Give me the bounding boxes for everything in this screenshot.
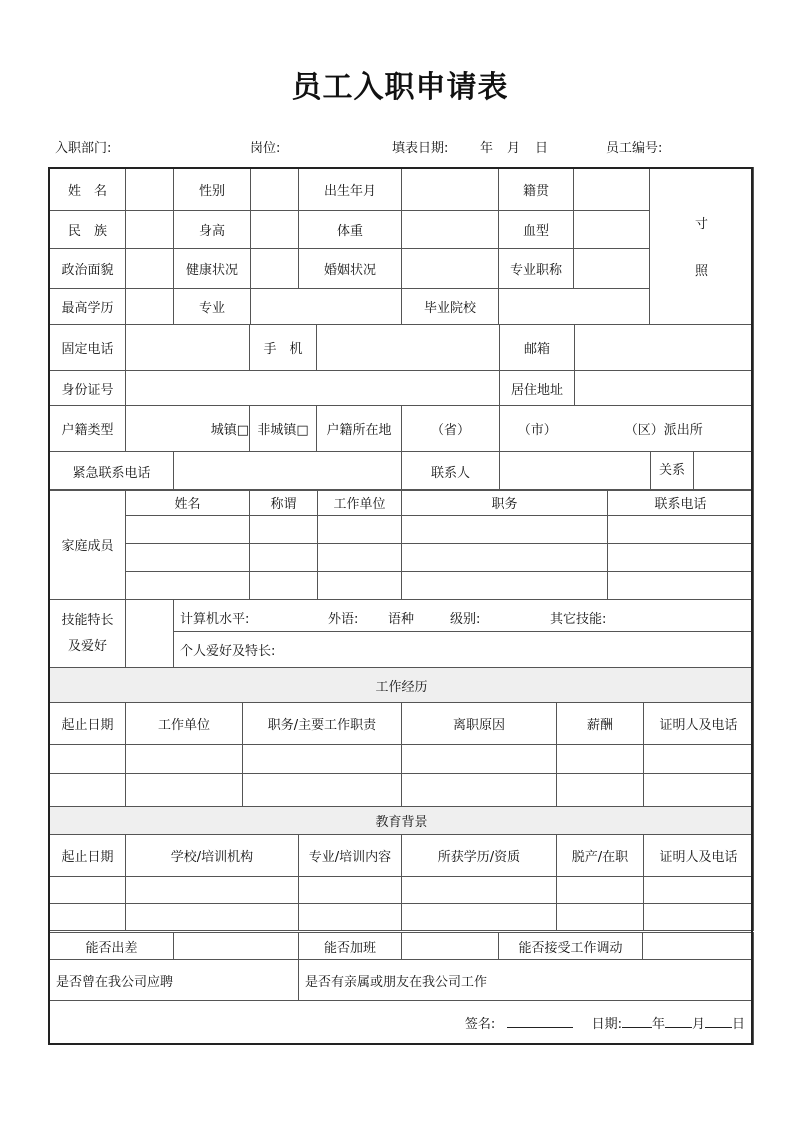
edu-label: 最高学历 bbox=[50, 289, 126, 325]
native-label: 籍贯 bbox=[499, 168, 574, 211]
edu-cell[interactable] bbox=[557, 904, 644, 931]
edu-header-major: 专业/培训内容 bbox=[299, 835, 402, 877]
emergency-field[interactable] bbox=[174, 452, 402, 491]
work-cell[interactable] bbox=[243, 745, 402, 774]
school-field[interactable] bbox=[499, 289, 650, 325]
family-cell[interactable] bbox=[318, 572, 402, 600]
skills-label-line2: 及爱好 bbox=[67, 638, 107, 654]
district-field[interactable]: （区）派出所 bbox=[575, 406, 754, 452]
skills-blank bbox=[126, 600, 174, 668]
ethnic-field[interactable] bbox=[126, 211, 174, 249]
applied-before-label: 是否曾在我公司应聘 bbox=[56, 974, 174, 990]
work-cell[interactable] bbox=[126, 745, 243, 774]
transfer-field[interactable] bbox=[643, 933, 754, 960]
overtime-field[interactable] bbox=[402, 933, 499, 960]
blood-label: 血型 bbox=[499, 211, 574, 249]
name-label: 姓 名 bbox=[50, 168, 126, 211]
phone-label: 固定电话 bbox=[50, 325, 126, 371]
fill-date-label: 填表日期: bbox=[392, 141, 449, 156]
sign-year-field[interactable] bbox=[622, 1015, 652, 1028]
family-cell[interactable] bbox=[402, 544, 608, 572]
family-cell[interactable] bbox=[608, 544, 754, 572]
applied-before-field[interactable] bbox=[50, 960, 299, 1001]
work-header-dates: 起止日期 bbox=[50, 703, 126, 745]
family-table bbox=[49, 489, 754, 600]
edu-cell[interactable] bbox=[644, 877, 754, 904]
address-field[interactable] bbox=[575, 371, 754, 406]
id-field[interactable] bbox=[126, 371, 500, 406]
edu-cell[interactable] bbox=[299, 904, 402, 931]
edu-cell[interactable] bbox=[557, 877, 644, 904]
edu-header-dates: 起止日期 bbox=[50, 835, 126, 877]
work-cell[interactable] bbox=[644, 774, 754, 807]
family-header-position: 职务 bbox=[402, 490, 608, 516]
major-field[interactable] bbox=[251, 289, 402, 325]
contact-table bbox=[49, 324, 754, 491]
photo-label-2: 照 bbox=[694, 264, 708, 279]
family-header-name: 姓名 bbox=[126, 490, 250, 516]
family-header-phone: 联系电话 bbox=[608, 490, 754, 516]
relatives-label: 是否有亲属或朋友在我公司工作 bbox=[305, 974, 488, 990]
birth-field[interactable] bbox=[402, 168, 499, 211]
level-label: 级别: bbox=[450, 612, 481, 627]
marital-field[interactable] bbox=[402, 249, 499, 289]
travel-field[interactable] bbox=[174, 933, 299, 960]
family-cell[interactable] bbox=[126, 572, 250, 600]
family-label: 家庭成员 bbox=[50, 490, 126, 600]
urban-checkbox[interactable]: 城镇□ bbox=[126, 406, 250, 452]
work-cell[interactable] bbox=[557, 745, 644, 774]
work-cell[interactable] bbox=[402, 774, 557, 807]
skills-table bbox=[49, 599, 754, 668]
contact-field[interactable] bbox=[500, 452, 651, 491]
overtime-label: 能否加班 bbox=[299, 933, 402, 960]
family-cell[interactable] bbox=[402, 516, 608, 544]
year-label: 年 bbox=[480, 141, 494, 156]
sign-label: 签名: bbox=[464, 1017, 496, 1032]
hukou-label: 户籍类型 bbox=[50, 406, 126, 452]
work-header-employer: 工作单位 bbox=[126, 703, 243, 745]
skills-row[interactable] bbox=[174, 600, 754, 632]
edu-header-school: 学校/培训机构 bbox=[126, 835, 299, 877]
major-label: 专业 bbox=[174, 289, 251, 325]
language-label: 语种 bbox=[388, 612, 415, 627]
edu-cell[interactable] bbox=[402, 904, 557, 931]
native-field[interactable] bbox=[574, 168, 650, 211]
footer-table bbox=[49, 932, 754, 1045]
weight-field[interactable] bbox=[402, 211, 499, 249]
family-cell[interactable] bbox=[250, 544, 318, 572]
edu-cell[interactable] bbox=[299, 877, 402, 904]
basic-info-table bbox=[49, 167, 754, 325]
travel-label: 能否出差 bbox=[50, 933, 174, 960]
work-header-reference: 证明人及电话 bbox=[644, 703, 754, 745]
photo-label-1: 寸 bbox=[694, 217, 708, 232]
work-table bbox=[49, 667, 754, 807]
table-row bbox=[50, 572, 754, 600]
politics-label: 政治面貌 bbox=[50, 249, 126, 289]
health-field[interactable] bbox=[251, 249, 299, 289]
relation-cell[interactable] bbox=[651, 452, 754, 491]
emergency-label: 紧急联系电话 bbox=[50, 452, 174, 491]
rural-checkbox[interactable]: 非城镇□ bbox=[250, 406, 317, 452]
photo-box[interactable] bbox=[650, 168, 754, 325]
other-skills-label: 其它技能: bbox=[550, 612, 607, 627]
computer-level-label: 计算机水平: bbox=[180, 612, 250, 627]
table-row bbox=[50, 544, 754, 572]
phone-field[interactable] bbox=[126, 325, 250, 371]
foreign-lang-label: 外语: bbox=[328, 612, 359, 627]
edu-header-degree: 所获学历/资质 bbox=[402, 835, 557, 877]
transfer-label: 能否接受工作调动 bbox=[499, 933, 643, 960]
work-cell[interactable] bbox=[402, 745, 557, 774]
work-section-title: 工作经历 bbox=[50, 668, 754, 703]
province-field[interactable]: （省） bbox=[402, 406, 500, 452]
family-cell[interactable] bbox=[318, 516, 402, 544]
hukou-location-label: 户籍所在地 bbox=[317, 406, 402, 452]
skills-label-line1: 技能特长 bbox=[61, 612, 114, 628]
day-label: 日 bbox=[535, 141, 549, 156]
city-field[interactable]: （市） bbox=[500, 406, 575, 452]
edu-cell[interactable] bbox=[644, 904, 754, 931]
family-cell[interactable] bbox=[250, 516, 318, 544]
edu-cell[interactable] bbox=[126, 877, 299, 904]
table-row bbox=[50, 516, 754, 544]
employee-no-label: 员工编号: bbox=[606, 141, 663, 156]
edu-cell[interactable] bbox=[50, 904, 126, 931]
name-field[interactable] bbox=[126, 168, 174, 211]
family-cell[interactable] bbox=[250, 572, 318, 600]
health-label: 健康状况 bbox=[174, 249, 251, 289]
marital-label: 婚姻状况 bbox=[299, 249, 402, 289]
height-label: 身高 bbox=[174, 211, 251, 249]
contact-label: 联系人 bbox=[402, 452, 500, 491]
work-header-duties: 职务/主要工作职责 bbox=[243, 703, 402, 745]
skills-label bbox=[50, 600, 126, 668]
family-cell[interactable] bbox=[126, 544, 250, 572]
politics-field[interactable] bbox=[126, 249, 174, 289]
work-header-reason: 离职原因 bbox=[402, 703, 557, 745]
edu-header-reference: 证明人及电话 bbox=[644, 835, 754, 877]
sign-year-label: 年 bbox=[651, 1017, 665, 1032]
family-cell[interactable] bbox=[608, 516, 754, 544]
table-row bbox=[50, 745, 754, 774]
title-field[interactable] bbox=[574, 249, 650, 289]
birth-label: 出生年月 bbox=[299, 168, 402, 211]
form-title: 员工入职申请表 bbox=[291, 70, 509, 105]
gender-field[interactable] bbox=[251, 168, 299, 211]
sign-day-field[interactable] bbox=[705, 1015, 732, 1028]
date-label: 日期: bbox=[591, 1017, 622, 1032]
table-row bbox=[50, 774, 754, 807]
relatives-field[interactable] bbox=[299, 960, 754, 1001]
title-label: 专业职称 bbox=[499, 249, 574, 289]
table-row bbox=[50, 904, 754, 931]
id-label: 身份证号 bbox=[50, 371, 126, 406]
email-field[interactable] bbox=[575, 325, 754, 371]
address-label: 居住地址 bbox=[500, 371, 575, 406]
relation-label: 关系 bbox=[651, 452, 694, 490]
sign-month-label: 月 bbox=[691, 1017, 705, 1032]
work-cell[interactable] bbox=[557, 774, 644, 807]
education-section-title: 教育背景 bbox=[50, 807, 754, 835]
edu-cell[interactable] bbox=[126, 904, 299, 931]
email-label: 邮箱 bbox=[500, 325, 575, 371]
weight-label: 体重 bbox=[299, 211, 402, 249]
work-header-salary: 薪酬 bbox=[557, 703, 644, 745]
family-cell[interactable] bbox=[402, 572, 608, 600]
work-cell[interactable] bbox=[50, 774, 126, 807]
mobile-label: 手 机 bbox=[250, 325, 317, 371]
hobby-field[interactable] bbox=[174, 632, 754, 668]
work-cell[interactable] bbox=[50, 745, 126, 774]
sign-field[interactable] bbox=[507, 1015, 573, 1028]
ethnic-label: 民 族 bbox=[50, 211, 126, 249]
edu-header-mode: 脱产/在职 bbox=[557, 835, 644, 877]
school-label: 毕业院校 bbox=[402, 289, 499, 325]
family-header-employer: 工作单位 bbox=[318, 490, 402, 516]
family-cell[interactable] bbox=[126, 516, 250, 544]
blood-field[interactable] bbox=[574, 211, 650, 249]
post-label: 岗位: bbox=[250, 141, 281, 156]
edu-field[interactable] bbox=[126, 289, 174, 325]
edu-cell[interactable] bbox=[50, 877, 126, 904]
height-field[interactable] bbox=[251, 211, 299, 249]
work-cell[interactable] bbox=[644, 745, 754, 774]
work-cell[interactable] bbox=[126, 774, 243, 807]
gender-label: 性别 bbox=[174, 168, 251, 211]
sign-month-field[interactable] bbox=[665, 1015, 692, 1028]
edu-cell[interactable] bbox=[402, 877, 557, 904]
mobile-field[interactable] bbox=[317, 325, 500, 371]
table-row bbox=[50, 877, 754, 904]
education-table bbox=[49, 806, 754, 931]
family-header-title: 称谓 bbox=[250, 490, 318, 516]
sign-day-label: 日 bbox=[731, 1017, 745, 1032]
hobby-label: 个人爱好及特长: bbox=[180, 644, 276, 659]
family-cell[interactable] bbox=[608, 572, 754, 600]
month-label: 月 bbox=[507, 141, 521, 156]
family-cell[interactable] bbox=[318, 544, 402, 572]
signature-row bbox=[50, 1001, 754, 1045]
dept-label: 入职部门: bbox=[55, 141, 112, 156]
work-cell[interactable] bbox=[243, 774, 402, 807]
